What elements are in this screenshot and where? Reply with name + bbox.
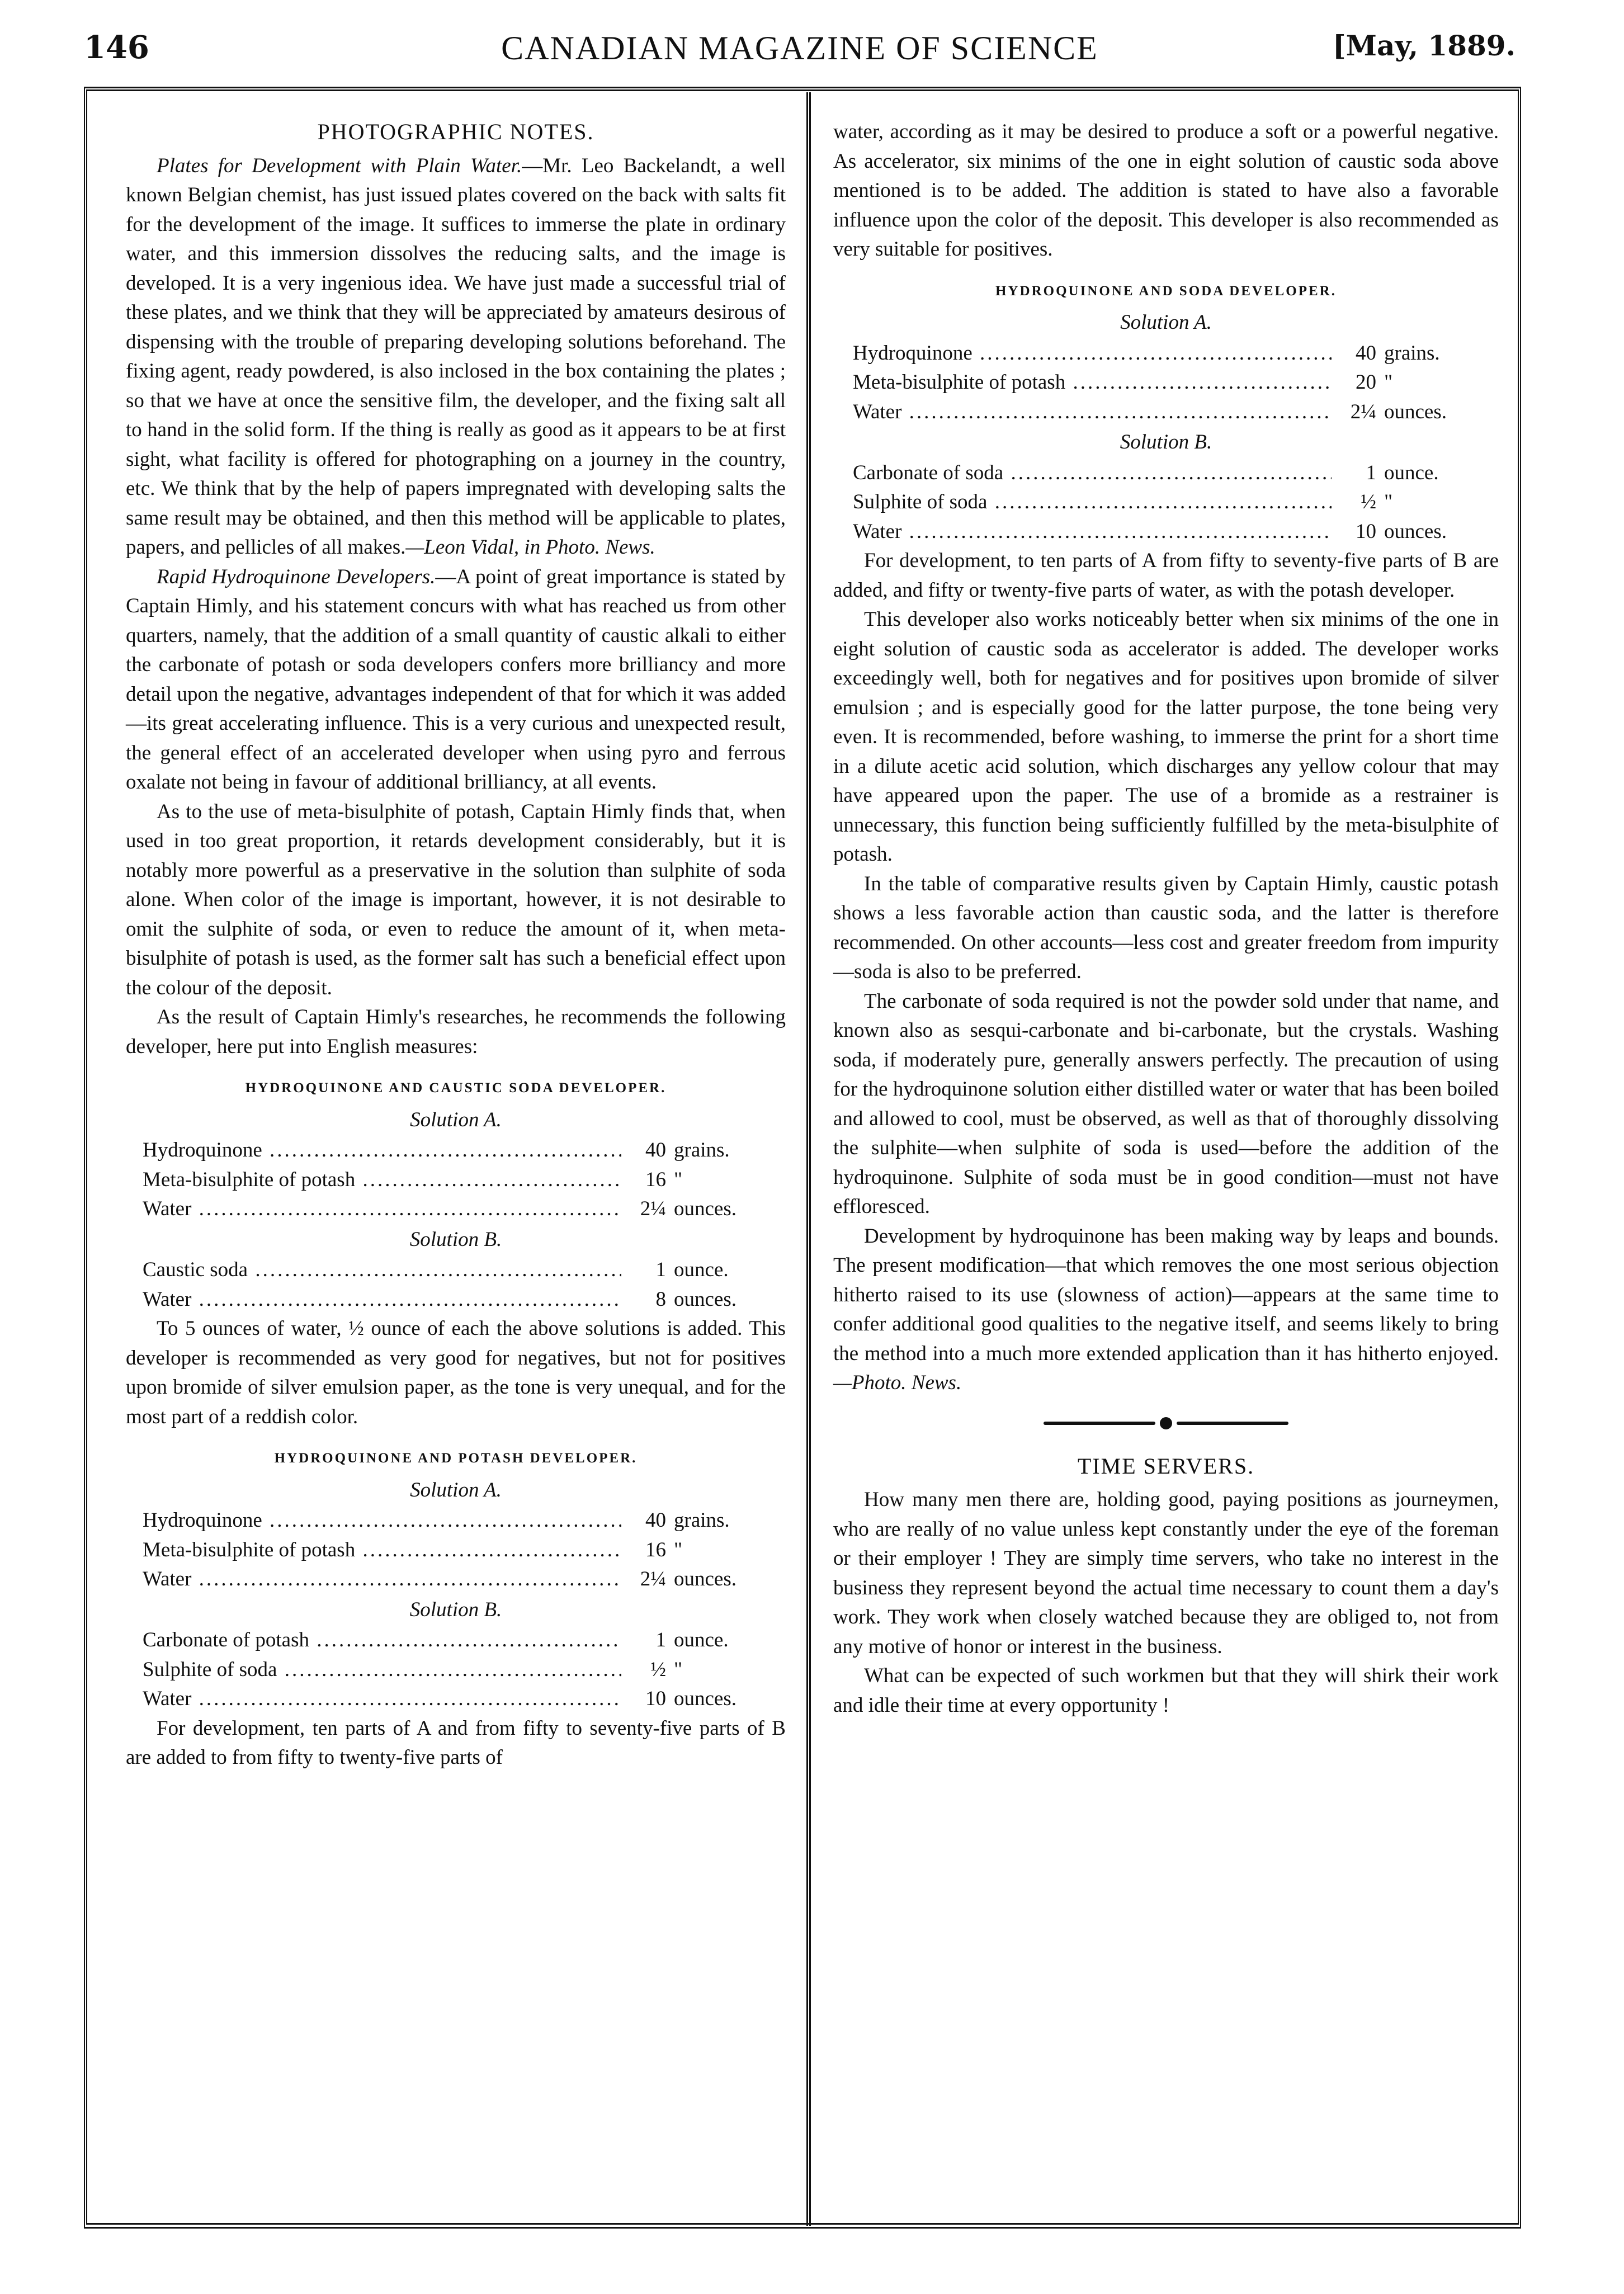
ingredient-amount: 8: [655, 1287, 666, 1311]
ingredient-name: Carbonate of soda .....: [853, 459, 1332, 488]
recipe-row: [853, 398, 1479, 427]
right-column: [833, 117, 1499, 1720]
ornament-bar: [1044, 1422, 1155, 1425]
paragraph: [833, 1222, 1499, 1398]
recipe-row: [143, 1255, 769, 1285]
section-title-photographic-notes: PHOTOGRAPHIC NOTES.: [317, 119, 594, 144]
paragraph: This developer also works noticeably better when six minims of the one in eight solution of caustic soda as accelerator is added. The developer works exceedingly well, both for negatives and for positives upon bromide of silver emulsion ; and is especially good for the latter purpose, the tone being very even. It is recommended, before washing, to immerse the print for a short time in a dilute acetic acid solution, which discharges any yellow colour that may have appeared upon the paper. The use of a bromide as a restrainer is unnecessary, this function being sufficiently fulfilled by the meta-bisulphite of potash.: [833, 608, 1499, 866]
ingredient-unit: grains.: [674, 1509, 730, 1532]
ingredient-name: Sulphite of soda .....: [853, 488, 1332, 517]
formula-heading: HYDROQUINONE AND POTASH DEVELOPER.: [274, 1451, 638, 1466]
paragraph: The carbonate of soda required is not the powder sold under that name, and known also as sesqui-carbonate and bi-carbonate, but the crystals. Washing soda, if moderately pure, generally answers perfectly. The precaution of using for the hydroquinone solution either distilled water or water that has been boiled and allowed to cool, must be observed, as well as that of thoroughly dissolving the sulphite—when sulphite of soda is used—before the addition of the hydroquinone. Sulphite of soda must be in good condition—must not have effloresced.: [833, 989, 1499, 1218]
ingredient-name: Hydroquinone .....: [143, 1136, 621, 1165]
ingredient-amount: 10: [645, 1687, 666, 1710]
ingredient-amount: 40: [645, 1139, 666, 1162]
recipe-table: [143, 1255, 769, 1314]
ingredient-unit: grains.: [674, 1139, 730, 1162]
ingredient-unit: ounce.: [1384, 461, 1439, 484]
solution-title: Solution A.: [410, 1108, 502, 1131]
recipe-row: [143, 1506, 769, 1536]
solution-title: Solution A.: [1120, 311, 1212, 334]
ingredient-name: Water .....: [853, 517, 1332, 547]
ingredient-amount: 1: [655, 1258, 666, 1281]
paragraph-body: —Mr. Leo Backelandt, a well known Belgian chemist, has just issued plates covered on the back with salts fit for the development of the image. It suffices to immerse the plate in ordinary water, and this immersion dissolves the reducing salts, and the image is developed. It is a very ingenious idea. We have just made a successful trial of these plates, and we think that they will be appreciated by amateurs desirous of dispensing with the trouble of preparing developing solutions beforehand. The fixing agent, ready powdered, is also inclosed in the box containing the plates ; so that we have at once the sensitive film, the developer, and the fixing salt all to hand in the solid form. If the thing is really as good as it appears to be at first sight, what facility is offered for photographing on a journey in the country, etc. We think that by the help of papers impregnated with developing salts the same result may be obtained, and then this method will be applicable to plates, papers, and pellicles of all makes.: [126, 154, 786, 559]
ingredient-name: Carbonate of potash .....: [143, 1626, 621, 1655]
solution-title: Solution B.: [1120, 431, 1212, 454]
recipe-row: [143, 1136, 769, 1165]
paragraph-body: Development by hydroquinone has been making way by leaps and bounds. The present modification—that which removes the one most serious objection hitherto raised to its use (slowness of action)—appears at the same time to confer additional good qualities to the negative itself, and seems likely to bring the method into a much more extended application than it has hitherto enjoyed.: [833, 1224, 1499, 1365]
solution-title: Solution B.: [409, 1228, 502, 1251]
recipe-table: [143, 1506, 769, 1594]
article-plates-plain-water: [126, 152, 786, 563]
recipe-table: [143, 1626, 769, 1714]
paragraph: water, according as it may be desired to produce a soft or a powerful negative. As accelerator, six minims of the one in eight solution of caustic soda above mentioned is to be added. The addition is stated to have also a favorable influence upon the color of the deposit. This developer is also recommended as very suitable for positives.: [833, 120, 1499, 261]
issue-date: [May, 1889.: [1332, 29, 1516, 62]
paragraph-body: —A point of great importance is stated by Captain Himly, and his statement concurs with what has reached us from other quarters, namely, that the addition of a small quantity of caustic alkali to either the carbonate of potash or soda developers confers more brilliancy and more detail upon the negative, advantages independent of that for which it was added—its great accelerating influence. This is a very curious and unexpected result, the general effect of an accelerated developer when using pyro and ferrous oxalate not being in favour of additional brilliancy, at all events.: [126, 565, 786, 794]
ingredient-name: Sulphite of soda .....: [143, 1655, 621, 1685]
ornament-divider: [833, 1415, 1499, 1432]
paragraph: As to the use of meta-bisulphite of potash, Captain Himly finds that, when used in too great proportion, it retards development considerably, but it is notably more powerful as a preservative in the solution than sulphite of soda alone. When color of the image is important, however, it is not desirable to omit the sulphite of soda, or even to reduce the amount of it, when meta-bisulphite of potash is used, as the former salt has such a beneficial effect upon the colour of the deposit.: [126, 800, 786, 999]
ingredient-name: Water .....: [143, 1565, 621, 1594]
recipe-row: [143, 1195, 769, 1224]
ingredient-amount: 20: [1356, 371, 1376, 394]
ingredient-unit: ounces.: [1384, 520, 1447, 543]
recipe-row: [143, 1536, 769, 1565]
ingredient-name: Meta-bisulphite of potash .....: [143, 1536, 621, 1565]
ingredient-unit: ": [1384, 490, 1393, 513]
recipe-row: [143, 1565, 769, 1594]
page-header: [84, 29, 1516, 74]
section-title-time-servers: TIME SERVERS.: [1077, 1453, 1255, 1479]
recipe-row: [143, 1655, 769, 1685]
paragraph-credit: —Photo. News.: [833, 1371, 962, 1394]
ingredient-unit: ounce.: [674, 1258, 729, 1281]
formula-heading: HYDROQUINONE AND SODA DEVELOPER.: [995, 283, 1337, 299]
ingredient-amount: 2¼: [640, 1568, 666, 1590]
page-number: 146: [84, 29, 149, 66]
ingredient-name: Hydroquinone .....: [143, 1506, 621, 1536]
paragraph-credit: —Leon Vidal, in Photo. News.: [405, 536, 655, 559]
recipe-row: [853, 459, 1479, 488]
ingredient-amount: 10: [1356, 520, 1376, 543]
paragraph: What can be expected of such workmen but that they will shirk their work and idle their time at every opportunity !: [833, 1664, 1499, 1717]
paragraph: For development, to ten parts of A from fifty to seventy-five parts of B are added, and fifty or twenty-five parts of water, as with the potash developer.: [833, 549, 1499, 602]
recipe-row: [143, 1165, 769, 1195]
ingredient-name: Meta-bisulphite of potash .....: [853, 368, 1332, 398]
recipe-row: [853, 517, 1479, 547]
ingredient-unit: ": [674, 1658, 683, 1681]
ingredient-name: Caustic soda .....: [143, 1255, 621, 1285]
paragraph-title: Rapid Hydroquinone Developers.: [157, 565, 436, 588]
ingredient-unit: ": [674, 1168, 683, 1191]
ingredient-amount: 16: [645, 1168, 666, 1191]
ingredient-name: Hydroquinone .....: [853, 339, 1332, 369]
ingredient-amount: 1: [655, 1629, 666, 1651]
paragraph: In the table of comparative results given by Captain Himly, caustic potash shows a less favorable action than caustic soda, and the latter is therefore recommended. On other accounts—less cost and greater freedom from impurity—soda is also to be preferred.: [833, 872, 1499, 983]
ingredient-amount: 2¼: [640, 1197, 666, 1220]
ingredient-unit: ": [674, 1538, 683, 1561]
paragraph: To 5 ounces of water, ½ ounce of each the above solutions is added. This developer is recommended as very good for negatives, but not for positives upon bromide of silver emulsion paper, as the tone is very unequal, and for the most part of a reddish color.: [126, 1317, 786, 1428]
recipe-row: [143, 1626, 769, 1655]
recipe-table: [143, 1136, 769, 1224]
ingredient-name: Water .....: [143, 1285, 621, 1315]
ingredient-amount: ½: [650, 1658, 666, 1681]
ingredient-amount: 16: [645, 1538, 666, 1561]
paragraph: How many men there are, holding good, paying positions as journeymen, who are really of no value unless kept constantly under the eye of the foreman or their employer ! They are simply time servers, who take no interest in the business they represent beyond the actual time necessary to count them a day's work. They work when closely watched because they are obliged to, not from any motive of honor or interest in the business.: [833, 1488, 1499, 1658]
column-divider: [806, 92, 811, 2226]
ingredient-name: Water .....: [853, 398, 1332, 427]
paragraph-title: Plates for Development with Plain Water.: [157, 154, 522, 177]
solution-title: Solution B.: [409, 1598, 502, 1621]
ingredient-unit: ounces.: [674, 1687, 737, 1710]
recipe-row: [853, 488, 1479, 517]
ingredient-amount: ½: [1361, 490, 1376, 513]
recipe-row: [853, 339, 1479, 369]
paragraph: As the result of Captain Himly's researches, he recommends the following developer, here put into English measures:: [126, 1006, 786, 1058]
recipe-row: [143, 1285, 769, 1315]
ingredient-name: Water .....: [143, 1684, 621, 1714]
ingredient-unit: ounces.: [1384, 400, 1447, 423]
article-rapid-hydroquinone: [126, 563, 786, 797]
ingredient-amount: 2¼: [1350, 400, 1376, 423]
ornament-bar: [1177, 1422, 1288, 1425]
recipe-row: [143, 1684, 769, 1714]
formula-heading: HYDROQUINONE AND CAUSTIC SODA DEVELOPER.: [245, 1080, 667, 1096]
ingredient-unit: ounce.: [674, 1629, 729, 1651]
ornament-dot: [1160, 1417, 1172, 1429]
ingredient-unit: ounces.: [674, 1197, 737, 1220]
recipe-row: [853, 368, 1479, 398]
recipe-table: [853, 339, 1479, 427]
ingredient-amount: 40: [1356, 341, 1376, 365]
ingredient-unit: ounces.: [674, 1287, 737, 1311]
ingredient-name: Water .....: [143, 1195, 621, 1224]
ingredient-unit: ounces.: [674, 1568, 737, 1590]
left-column: [126, 117, 786, 1773]
ingredient-amount: 1: [1366, 461, 1376, 484]
ingredient-amount: 40: [645, 1509, 666, 1532]
paragraph: For development, ten parts of A and from fifty to seventy-five parts of B are added to from fifty to twenty-five parts of: [126, 1716, 786, 1769]
ingredient-unit: ": [1384, 371, 1393, 394]
recipe-table: [853, 459, 1479, 547]
ingredient-unit: grains.: [1384, 341, 1440, 365]
running-title: CANADIAN MAGAZINE OF SCIENCE: [501, 30, 1098, 67]
ingredient-name: Meta-bisulphite of potash .....: [143, 1165, 621, 1195]
solution-title: Solution A.: [410, 1478, 502, 1502]
